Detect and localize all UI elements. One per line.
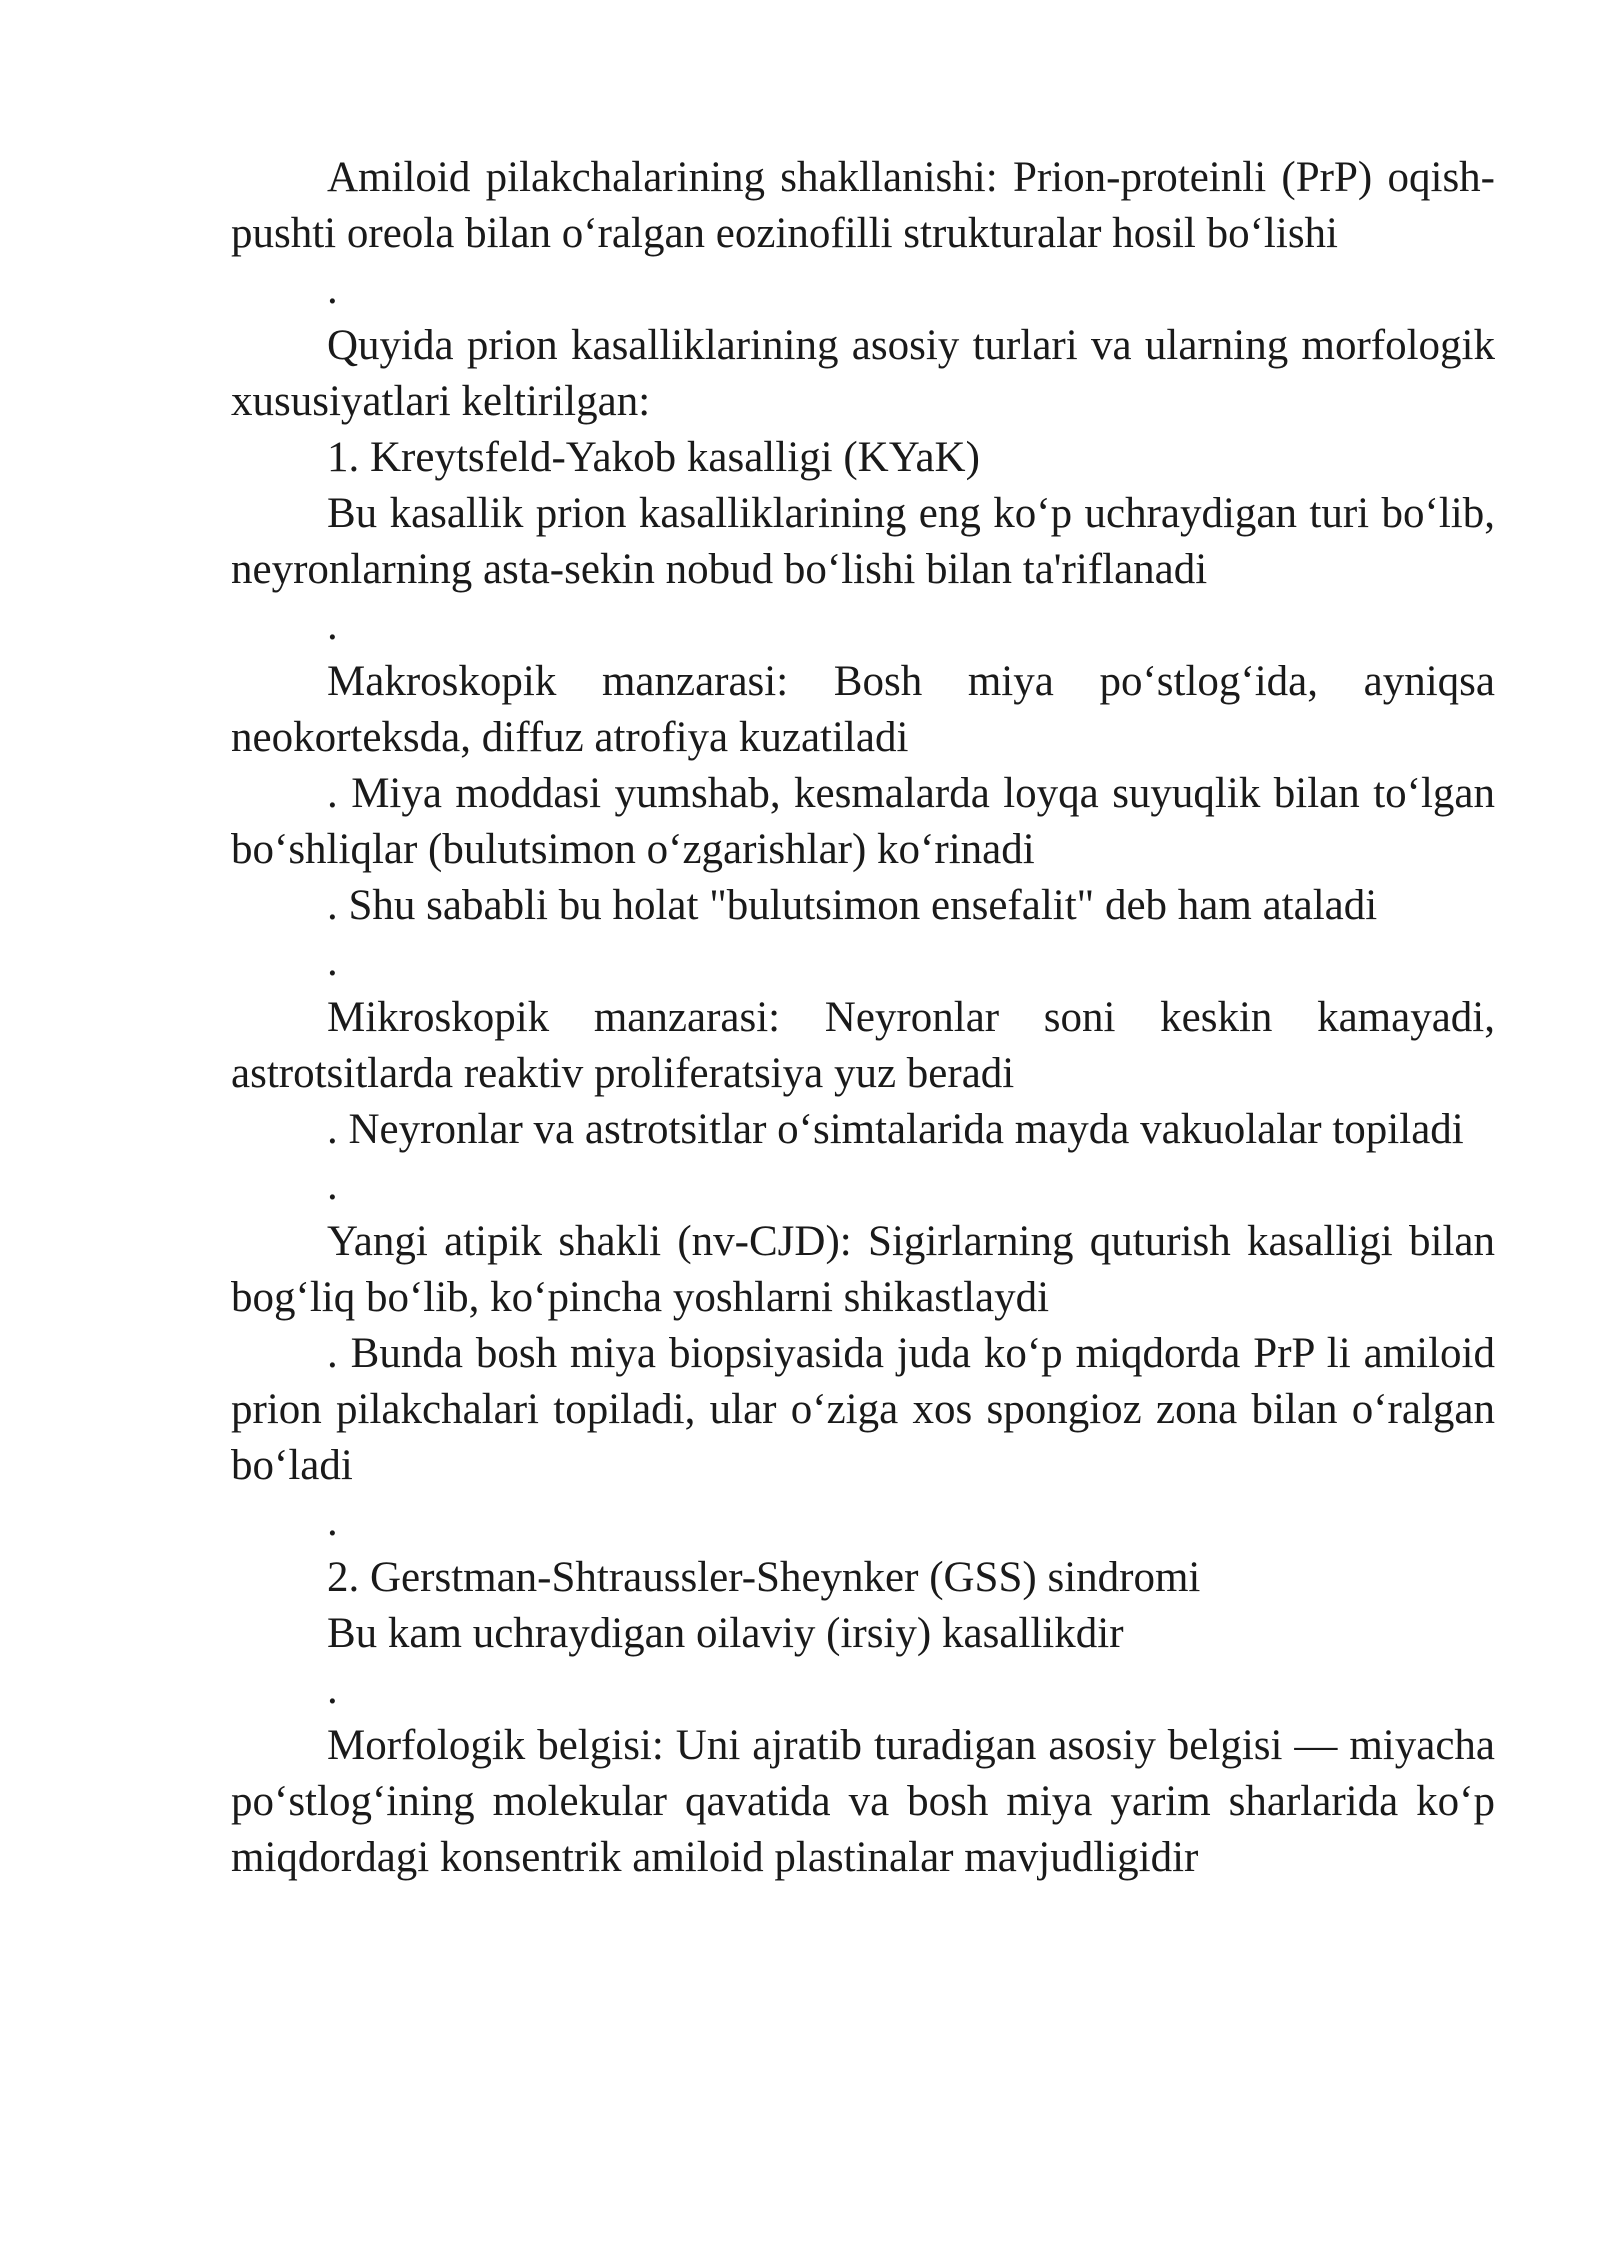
paragraph-period: . (327, 266, 338, 313)
paragraph-amyloid-plaques: Amiloid pilakchalarining shakllanishi: Prion-proteinli (PrP) oqish-pushti oreola bilan o‘ralgan eozinofilli strukturalar hosil bo‘lishi (231, 154, 1495, 257)
paragraph-macroscopic-cont: . Miya moddasi yumshab, kesmalarda loyqa suyuqlik bilan to‘lgan bo‘shliqlar (bulutsimon o‘zgarishlar) ko‘rinadi (231, 770, 1495, 873)
section-heading-cjd: 1. Kreytsfeld-Yakob kasalligi (KYaK) (327, 434, 980, 481)
paragraph-period: . (327, 1498, 338, 1545)
paragraph-cjd-description: Bu kasallik prion kasalliklarining eng ko‘p uchraydigan turi bo‘lib, neyronlarning asta-sekin nobud bo‘lishi bilan ta'riflanadi (231, 490, 1495, 593)
paragraph-period: . (327, 1162, 338, 1209)
document-body (231, 150, 1495, 1886)
paragraph-period: . (327, 938, 338, 985)
paragraph-microscopic-cont: . Neyronlar va astrotsitlar o‘simtalarida mayda vakuolalar topiladi (327, 1106, 1464, 1153)
paragraph-nv-cjd: Yangi atipik shakli (nv-CJD): Sigirlarning quturish kasalligi bilan bog‘liq bo‘lib, ko‘pincha yoshlarni shikastlaydi (231, 1218, 1495, 1321)
paragraph-period: . (327, 1666, 338, 1713)
paragraph-macroscopic: Makroskopik manzarasi: Bosh miya po‘stlog‘ida, ayniqsa neokorteksda, diffuz atrofiya kuzatiladi (231, 658, 1495, 761)
paragraph-microscopic: Mikroskopik manzarasi: Neyronlar soni keskin kamayadi, astrotsitlarda reaktiv proliferatsiya yuz beradi (231, 994, 1495, 1097)
paragraph-gss-morphology: Morfologik belgisi: Uni ajratib turadigan asosiy belgisi — miyacha po‘stlog‘ining molekular qavatida va bosh miya yarim sharlarida ko‘p miqdordagi konsentrik amiloid plastinalar mavjudligidir (231, 1722, 1495, 1881)
paragraph-period: . (327, 602, 338, 649)
paragraph-intro-prion-types: Quyida prion kasalliklarining asosiy turlari va ularning morfologik xususiyatlari keltirilgan: (231, 322, 1495, 425)
paragraph-macroscopic-name: . Shu sababli bu holat "bulutsimon ensefalit" deb ham ataladi (327, 882, 1378, 929)
paragraph-gss-description: Bu kam uchraydigan oilaviy (irsiy) kasallikdir (327, 1610, 1124, 1657)
section-heading-gss: 2. Gerstman-Shtraussler-Sheynker (GSS) sindromi (327, 1554, 1201, 1601)
paragraph-nv-cjd-cont: . Bunda bosh miya biopsiyasida juda ko‘p miqdorda PrP li amiloid prion pilakchalari topiladi, ular o‘ziga xos spongioz zona bilan o‘ralgan bo‘ladi (231, 1330, 1495, 1489)
